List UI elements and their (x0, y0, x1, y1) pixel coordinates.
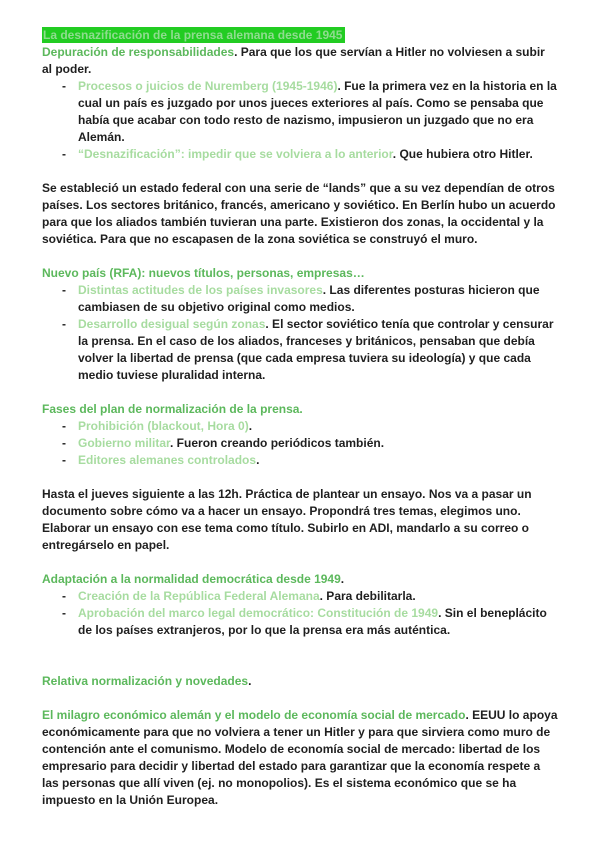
item-label: Desarrollo desigual según zonas (78, 317, 266, 331)
item-text: . Sin el beneplácito de los países extranjeros, por lo que la prensa era más auténtica. (78, 606, 547, 637)
heading-milagro: El milagro económico alemán y el modelo de economía social de mercado (42, 708, 466, 722)
item-text: . Para debilitarla. (319, 589, 416, 603)
list-item (64, 146, 558, 163)
item-label: Aprobación del marco legal democrático: Constitución de 1949 (78, 606, 439, 620)
list-nuevo-pais (42, 282, 558, 384)
heading-depuracion: Depuración de responsabilidades (42, 45, 235, 59)
text-milagro: . EEUU lo apoya económicamente para que no volviera a tener un Hitler y para que sirviera como muro de contención ante el comunismo. Modelo de economía social de mercado: libertad de los empresario para decidir y libertad del estado para garantizar que la economía respete a las personas que allí viven (ej. no monopolios). Es el sistema económico que se ha impuesto en la Unión Europea. (42, 708, 558, 807)
section-depuracion (42, 44, 558, 78)
section-relativa (42, 673, 558, 690)
list-item (64, 452, 558, 469)
item-text: . Fue la primera vez en la historia en la cual un país es juzgado por unos jueces exteriores al país. Como se pensaba que había que acabar con todo resto de nazismo, impusieron un juzgado que no era Alemán. (78, 79, 557, 144)
list-item (64, 588, 558, 605)
section-milagro (42, 707, 558, 809)
item-text: . (248, 419, 253, 433)
item-label: Editores alemanes controlados (78, 453, 257, 467)
section-adaptacion (42, 571, 558, 588)
list-depuracion (42, 78, 558, 163)
heading-adaptacion: Adaptación a la normalidad democrática desde 1949 (42, 572, 341, 586)
list-item (64, 418, 558, 435)
list-item (64, 435, 558, 452)
list-fases (42, 418, 558, 469)
list-adaptacion (42, 588, 558, 639)
item-text: . Las diferentes posturas hicieron que cambiasen de su objetivo original como medios. (78, 283, 540, 314)
heading-adaptacion-end: . (340, 572, 345, 586)
list-item (64, 78, 558, 146)
heading-nuevo-pais: Nuevo país (RFA): nuevos títulos, personas, empresas… (42, 266, 365, 280)
list-item (64, 282, 558, 316)
heading-relativa: Relativa normalización y novedades (42, 674, 249, 688)
item-text: . El sector soviético tenía que controlar y censurar la prensa. En el caso de los aliados, franceses y británicos, pensaban que debía volver la libertad de prensa (que cada empresa tuviera su ideología) y que cada medio tuviese pluralidad interna. (78, 317, 554, 382)
heading-relativa-end: . (248, 674, 252, 688)
item-label: Prohibición (blackout, Hora 0) (78, 419, 249, 433)
item-label: “Desnazificación”: impedir que se volviera a lo anterior (78, 147, 393, 161)
document-title: La desnazificación de la prensa alemana desde 1945 (42, 27, 345, 43)
list-item (64, 605, 558, 639)
heading-fases: Fases del plan de normalización de la prensa. (42, 402, 303, 416)
item-label: Procesos o juicios de Nuremberg (1945-1946) (78, 79, 338, 93)
item-label: Gobierno militar (78, 436, 171, 450)
item-text: . Que hubiera otro Hitler. (392, 147, 533, 161)
item-text: . (256, 453, 260, 467)
text-depuracion: . Para que los que servían a Hitler no volviesen a subir al poder. (42, 45, 545, 76)
paragraph-ensayo: Hasta el jueves siguiente a las 12h. Práctica de plantear un ensayo. Nos va a pasar un documento sobre cómo va a hacer un ensayo. Propondrá tres temas, elegimos uno. Elaborar un ensayo con ese tema como título. Subirlo en ADI, mandarlo a su correo o entregárselo en papel. (42, 487, 532, 552)
list-item (64, 316, 558, 384)
item-label: Creación de la República Federal Alemana (78, 589, 320, 603)
item-label: Distintas actitudes de los países invasores (78, 283, 323, 297)
item-text: . Fueron creando periódicos también. (170, 436, 385, 450)
paragraph-estado-federal: Se estableció un estado federal con una serie de “lands” que a su vez dependían de otros países. Los sectores británico, francés, americano y soviético. En Berlín hubo un acuerdo para que los aliados también tuvieran una parte. Existieron dos zonas, la occidental y la soviética. Para que no escapasen de la zona soviética se construyó el muro. (42, 181, 556, 246)
